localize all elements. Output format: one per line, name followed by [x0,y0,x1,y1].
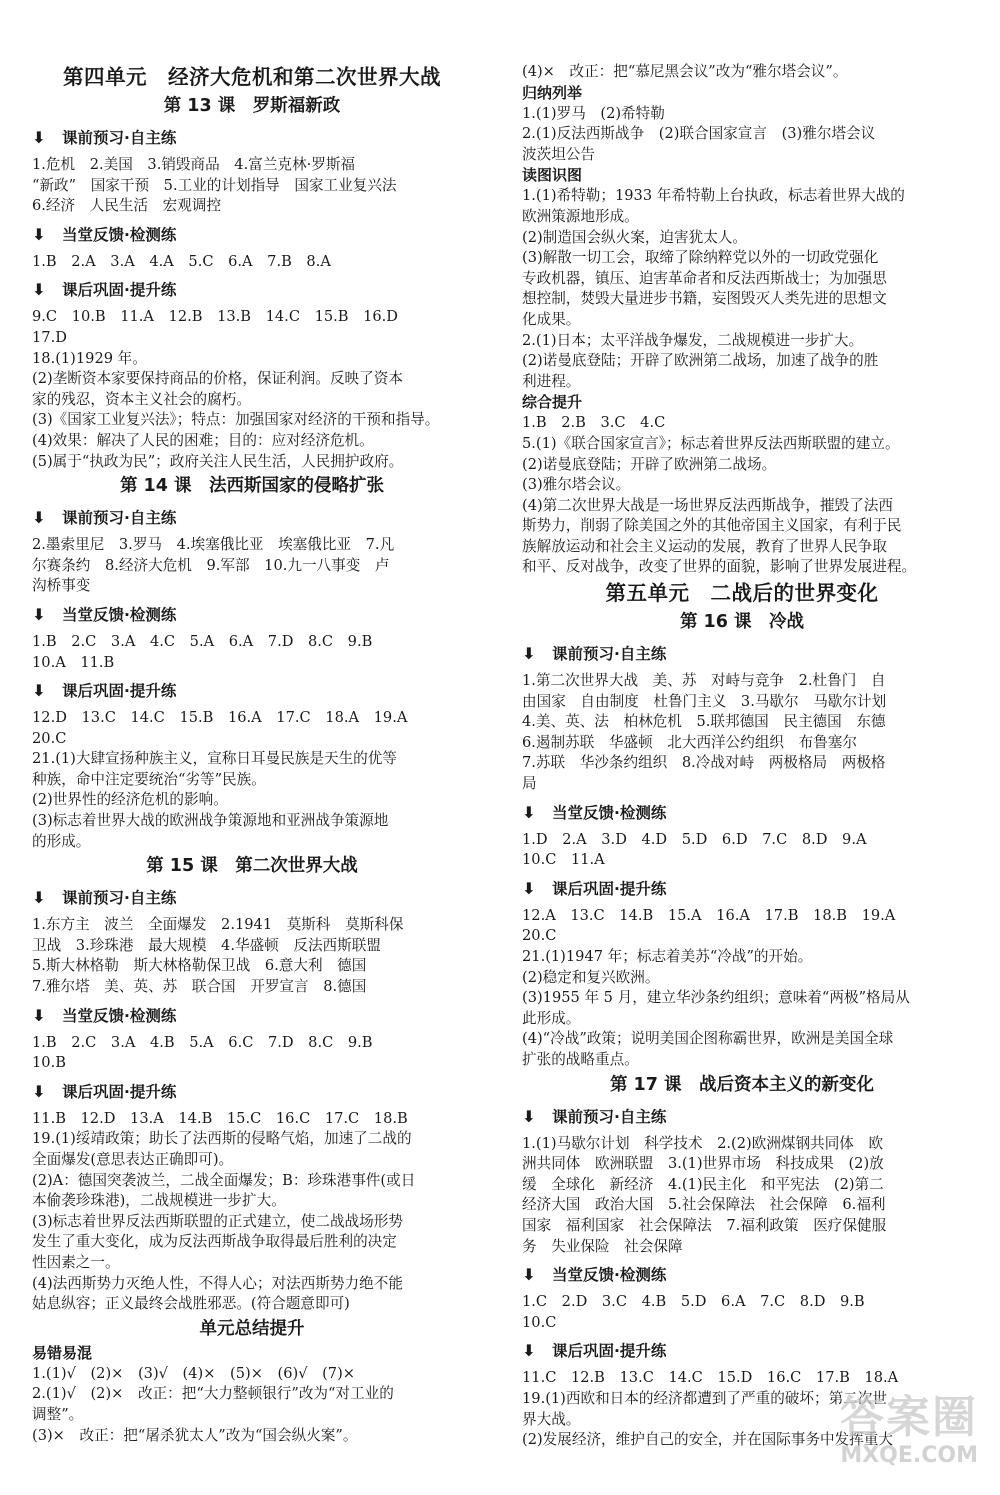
answer-text: 12.D 13.C 14.C 15.B 16.A 17.C 18.A 19.A 20.C 21.(1)大肆宣扬种族主义，宣称日耳曼民族是天生的优等 种族，命中注定要统治“劣等”民族。 (2)世界性的经济危机的影响。 (3)标志着世界大战的欧洲战争策源地和亚洲战争策源地 的形成。 [32,709,408,850]
answer-text: 1.B 2.C 3.A 4.B 5.A 6.C 7.D 8.C 9.B 10.B [32,1033,373,1072]
lesson-title: 单元总结提升 [199,1318,305,1339]
answer-text: 1.(1)希特勒；1933 年希特勒上台执政，标志着世界大战的 欧洲策源地形成。 (2)制造国会纵火案，迫害犹太人。 (3)解散一切工会，取缔了除纳粹党以外的一切政党强化 专政机器，镇压、迫害革命者和反法西斯战士；为加强思 想控制，焚毁大量进步书籍，妄图毁灭人类先进的思想文 化成果。 2.(1)日本；太平洋战争爆发，二战规模进一步扩大。 (2)诺曼底登陆；开辟了欧洲第二战场，加速了战争的胜 利进程。 [522,187,905,390]
section-heading [32,886,472,910]
down-arrow-icon: ⬇ [32,604,46,624]
answer-text: 11.B 12.D 13.A 14.B 15.C 16.C 17.C 18.B 19.(1)绥靖政策；助长了法西斯的侵略气焰，加速了二战的 全面爆发(意思表达正确即可)。 (2)A：德国突袭波兰，二战全面爆发；B：珍珠港事件(或日 本偷袭珍珠港)，二战规模进一步扩大。 (3)标志着世界反法西斯联盟的正式建立，使二战战场形势 发生了重大变化，成为反法西斯战争取得最后胜利的决定 性因素之一。 (4)法西斯势力灭绝人性，不得人心；对法西斯势力绝不能 姑息纵容；正义最终会战胜邪恶。(符合题意即可) [32,1109,416,1313]
section-heading-label: 课前预习·自主练 [62,889,177,908]
section-heading-label: 当堂反馈·检测练 [62,1006,177,1025]
unit-title: 第四单元 经济大危机和第二次世界大战 [63,65,441,89]
down-arrow-icon: ⬇ [522,1106,536,1126]
section-heading-label: 当堂反馈·检测练 [62,225,177,244]
down-arrow-icon: ⬇ [32,681,46,701]
section-heading [32,1080,472,1104]
lesson-title: 第 15 课 第二次世界大战 [146,856,358,877]
section-heading-label: 课前预习·自主练 [62,129,177,147]
answer-text: 1.东方主 波兰 全面爆发 2.1941 莫斯科 莫斯科保 卫战 3.珍珠港 最大规模 4.华盛顿 反法西斯联盟 5.斯大林格勒 斯大林格勒保卫战 6.意大利 德国 7.雅尔塔 美、英、苏 联合国 开罗宣言 8.德国 [32,916,404,996]
down-arrow-icon: ⬇ [522,802,536,822]
section-heading-label: 课前预习·自主练 [552,645,667,664]
answer-text: 1.(1)马歇尔计划 科学技术 2.(2)欧洲煤钢共同体 欧 洲共同体 欧洲联盟 3.(1)世界市场 科技成果 (2)放 缓 全球化 新经济 4.(1)民主化 和平宪法 (2)第二 经济大国 政治大国 5.社会保障法 社会保障 6.福利 国家 福利国家 社会保障法 7.福利政策 医疗保健服 务 失业保险 社会保障 [522,1134,887,1255]
answer-text: 1.C 2.D 3.C 4.B 5.D 6.A 7.C 8.D 9.B 10.C [522,1293,865,1331]
down-arrow-icon: ⬇ [522,1341,536,1361]
down-arrow-icon: ⬇ [32,224,46,244]
watermark-url: MXQE.COM [840,1443,978,1468]
section-heading-label: 课后巩固·提升练 [62,1082,177,1101]
section-heading [32,223,472,247]
answer-text: 1.(1)罗马 (2)希特勒 2.(1)反法西斯战争 (2)联合国家宣言 (3)雅尔塔会议 波茨坦公告 [522,104,876,163]
answer-text: 1.B 2.A 3.A 4.A 5.C 6.A 7.B 8.A [32,252,331,270]
section-heading-label: 当堂反馈·检测练 [62,605,177,624]
down-arrow-icon: ⬇ [32,1005,46,1025]
down-arrow-icon: ⬇ [32,888,46,908]
lesson-title: 第 16 课 冷战 [679,612,805,633]
section-heading-label: 课前预习·自主练 [552,1107,667,1126]
down-arrow-icon: ⬇ [522,644,536,664]
section-heading-label: 课前预习·自主练 [62,509,177,528]
subsection-heading: 读图识图 [522,166,583,185]
section-heading [522,1263,962,1287]
section-heading [522,1339,962,1363]
section-heading [522,877,962,901]
section-heading [32,278,472,302]
section-heading-label: 课后巩固·提升练 [552,1342,667,1361]
section-heading [522,642,962,666]
section-heading [32,506,472,530]
lesson-title: 第 14 课 法西斯国家的侵略扩张 [119,476,385,497]
answer-text: 1.D 2.A 3.D 4.D 5.D 6.D 7.C 8.D 9.A 10.C 11.A [522,830,867,869]
section-heading-label: 当堂反馈·检测练 [552,803,667,822]
section-heading [522,1105,962,1129]
section-heading [522,801,962,825]
answer-text: 1.危机 2.美国 3.销毁商品 4.富兰克林·罗斯福 “新政” 国家干预 5.工业的计划指导 国家工业复兴法 6.经济 人民生活 宏观调控 [32,156,397,215]
lesson-title: 第 13 课 罗斯福新政 [163,96,341,116]
section-heading-label: 当堂反馈·检测练 [552,1266,667,1285]
watermark-logo: 答案圈 [840,1392,978,1443]
answer-text: 1.(1)√ (2)× (3)√ (4)× (5)× (6)√ (7)× 2.(1)√ (2)× 改正：把“大力整顿银行”改为“对工业的 调整”。 (3)× 改正：把“屠杀犹太人”改为“国会纵火案”。 [32,1364,394,1444]
section-heading [32,1004,472,1028]
down-arrow-icon: ⬇ [522,878,536,898]
subsection-heading: 综合提升 [522,393,583,412]
subsection-heading: 归纳列举 [522,83,583,102]
answer-text: 1.第二次世界大战 美、苏 对峙与竞争 2.杜鲁门 自 由国家 自由制度 杜鲁门主义 3.马歇尔 马歇尔计划 4.美、英、法 柏林危机 5.联邦德国 民主德国 东德 6.遏制苏联 华盛顿 北大西洋公约组织 布鲁塞尔 7.苏联 华沙条约组织 8.冷战对峙 两极格局 两极格 局 [522,672,887,793]
lesson-title: 第 17 课 战后资本主义的新变化 [609,1074,875,1095]
right-column [522,62,962,1451]
watermark [748,1393,978,1481]
subsection-heading: 易错易混 [32,1343,93,1362]
down-arrow-icon: ⬇ [32,508,46,528]
section-heading [32,679,472,703]
answer-text: 2.墨索里尼 3.罗马 4.埃塞俄比亚 埃塞俄比亚 7.凡 尔赛条约 8.经济大危机 9.军部 10.九一八事变 卢 沟桥事变 [32,536,395,595]
section-heading-label: 课后巩固·提升练 [552,879,667,898]
section-heading [32,126,472,150]
down-arrow-icon: ⬇ [32,1081,46,1101]
down-arrow-icon: ⬇ [32,128,46,147]
down-arrow-icon: ⬇ [32,280,46,300]
answer-text: (4)× 改正：把“慕尼黑会议”改为“雅尔塔会议”。 [522,63,848,80]
answer-text: 9.C 10.B 11.A 12.B 13.B 14.C 15.B 16.D 17.D 18.(1)1929 年。 (2)垄断资本家要保持商品的价格，保证利润。反映了资本 家的残忍，资本主义社会的腐朽。 (3)《国家工业复兴法》；特点：加强国家对经济的干预和指导。 (4)效果：解决了人民的困难；目的：应对经济危机。 (5)属于“执政为民”；政府关注人民生活，人民拥护政府。 [32,308,440,470]
section-heading-label: 课后巩固·提升练 [62,281,177,300]
answer-text: 1.B 2.C 3.A 4.C 5.A 6.A 7.D 8.C 9.B 10.A 11.B [32,632,373,671]
unit-title: 第五单元 二战后的世界变化 [605,581,879,606]
section-heading [32,603,472,627]
answer-text: 11.C 12.B 13.C 14.C 15.D 16.C 17.B 18.A 19.(1)西欧和日本的经济都遭到了严重的破坏；第二次世 界大战。 (2)发展经济，维护自己的安全，并在国际事务中发挥重大 [522,1369,899,1449]
answer-text: 1.B 2.B 3.C 4.C 5.(1)《联合国家宣言》；标志着世界反法西斯联盟的建立。 (2)诺曼底登陆；开辟了欧洲第二战场。 (3)雅尔塔会议。 (4)第二次世界大战是一场世界反法西斯战争，摧毁了法西 斯势力，削弱了除美国之外的其他帝国主义国家，有利于民 族解放运动和社会主义运动的发展，教育了世界人民争取 和平、反对战争，改变了世界的面貌，影响了世界发展进程。 [522,414,917,576]
section-heading-label: 课后巩固·提升练 [62,682,177,701]
down-arrow-icon: ⬇ [522,1265,536,1285]
left-column [32,62,472,1446]
answer-text: 12.A 13.C 14.B 15.A 16.A 17.B 18.B 19.A 20.C 21.(1)1947 年；标志着美苏“冷战”的开始。 (2)稳定和复兴欧洲。 (3)1955 年 5 月，建立华沙条约组织；意味着“两极”格局从 此形成。 (4)“冷战”政策；说明美国企图称霸世界，欧洲是美国全球 扩张的战略重点。 [522,906,910,1068]
